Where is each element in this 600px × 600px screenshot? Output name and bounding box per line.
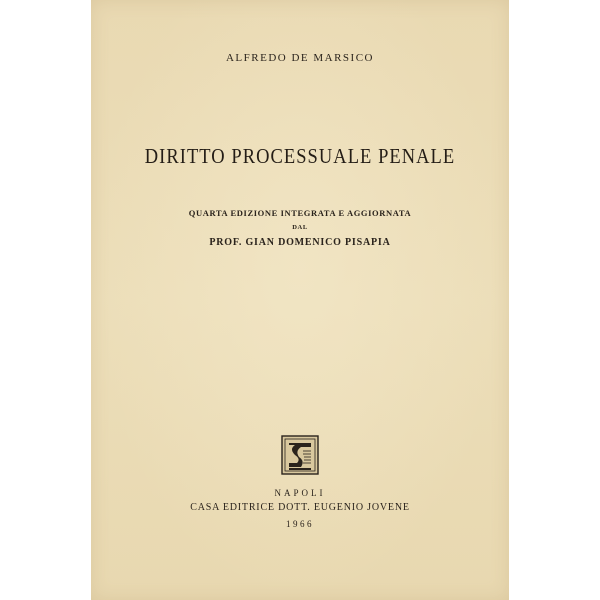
publication-year: 1966 xyxy=(286,519,314,529)
edition-note: QUARTA EDIZIONE INTEGRATA E AGGIORNATA xyxy=(188,208,412,218)
book-title: DIRITTO PROCESSUALE PENALE xyxy=(144,144,456,168)
publisher-name: CASA EDITRICE DOTT. EUGENIO JOVENE xyxy=(190,502,410,513)
author-name: ALFREDO DE MARSICO xyxy=(225,52,374,64)
editor-name: PROF. GIAN DOMENICO PISAPIA xyxy=(209,237,391,248)
publication-city: NAPOLI xyxy=(274,488,326,498)
title-page xyxy=(91,0,509,600)
edition-preposition: DAL xyxy=(292,224,308,231)
publisher-emblem-icon xyxy=(281,435,319,475)
